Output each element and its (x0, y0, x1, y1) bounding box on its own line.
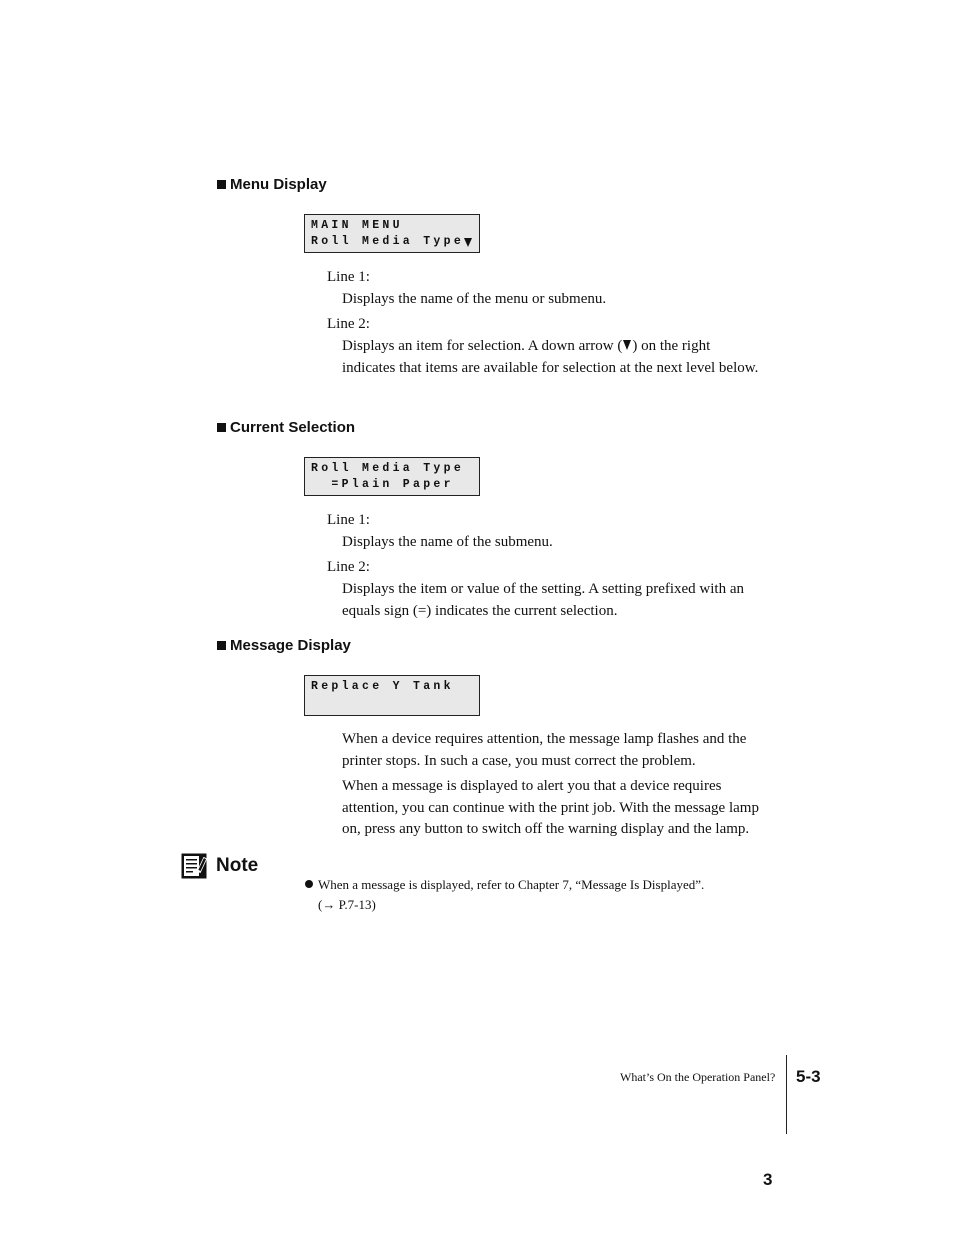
lcd-current-selection (304, 457, 480, 496)
page-number: 3 (763, 1170, 773, 1189)
line2-desc-part-b: equals sign (=) indicates the current selection. (342, 602, 618, 619)
line2-label: Line 2: (327, 316, 370, 332)
note-ref-open: ( (318, 897, 323, 912)
line1-label: Line 1: (327, 512, 370, 528)
paragraph-line: When a device requires attention, the message lamp flashes and the (342, 731, 747, 747)
right-arrow-icon: → (322, 897, 336, 912)
paragraph-line: printer stops. In such a case, you must correct the problem. (342, 752, 696, 769)
lcd-line-2 (311, 695, 479, 711)
lcd-menu-display (304, 214, 480, 253)
bullet-icon (305, 880, 313, 888)
line2-label: Line 2: (327, 559, 370, 575)
line2-desc-part-a: Displays the item or value of the setting. A setting prefixed with an (342, 581, 745, 597)
lcd-line-2: =Plain Paper (311, 478, 454, 491)
lcd-line-2 (311, 234, 479, 250)
paragraph-line: on, press any button to switch off the warning display and the lamp. (342, 821, 750, 837)
line1-label: Line 1: (327, 269, 370, 285)
heading-current-selection (217, 419, 355, 436)
paragraph-line: When a message is displayed to alert you that a device requires (342, 778, 722, 794)
line2-description (342, 336, 782, 379)
lcd-message-display (304, 675, 480, 716)
heading-menu-display (217, 176, 327, 193)
down-triangle-icon (464, 238, 472, 247)
heading-text: Menu Display (230, 176, 327, 193)
square-bullet-icon (217, 423, 226, 432)
note-line-2 (318, 895, 376, 915)
message-paragraph-1 (342, 729, 782, 772)
note-icon (181, 853, 207, 879)
note-line-1 (305, 875, 704, 895)
paragraph-line: attention, you can continue with the print job. With the message lamp (342, 799, 759, 816)
footer-section-number: 5-3 (796, 1067, 821, 1086)
lcd-line-1: Roll Media Type (311, 462, 465, 475)
line1-description: Displays the name of the menu or submenu. (342, 291, 607, 307)
down-triangle-icon (623, 340, 631, 350)
heading-text: Message Display (230, 637, 351, 654)
line2-desc-part-b: ) on the right (632, 338, 711, 354)
line2-desc-part-a: Displays an item for selection. A down arrow ( (342, 338, 623, 354)
line1-description: Displays the name of the submenu. (342, 534, 553, 550)
note-text: When a message is displayed, refer to Chapter 7, “Message Is Displayed”. (318, 877, 705, 892)
line2-description (342, 579, 782, 622)
footer-divider (786, 1055, 787, 1134)
note-title: Note (216, 855, 259, 876)
square-bullet-icon (217, 180, 226, 189)
footer-section-title: What’s On the Operation Panel? (620, 1070, 776, 1084)
heading-text: Current Selection (230, 419, 356, 436)
message-paragraph-2 (342, 776, 782, 841)
lcd-line-2-text: Roll Media Type (311, 235, 465, 248)
lcd-line-1: MAIN MENU (311, 219, 403, 232)
lcd-line-1: Replace Y Tank (311, 680, 454, 693)
heading-message-display (217, 637, 351, 654)
square-bullet-icon (217, 641, 226, 650)
note-ref-page: P.7-13) (335, 897, 376, 912)
line2-desc-part-c: indicates that items are available for selection at the next level below. (342, 359, 759, 376)
